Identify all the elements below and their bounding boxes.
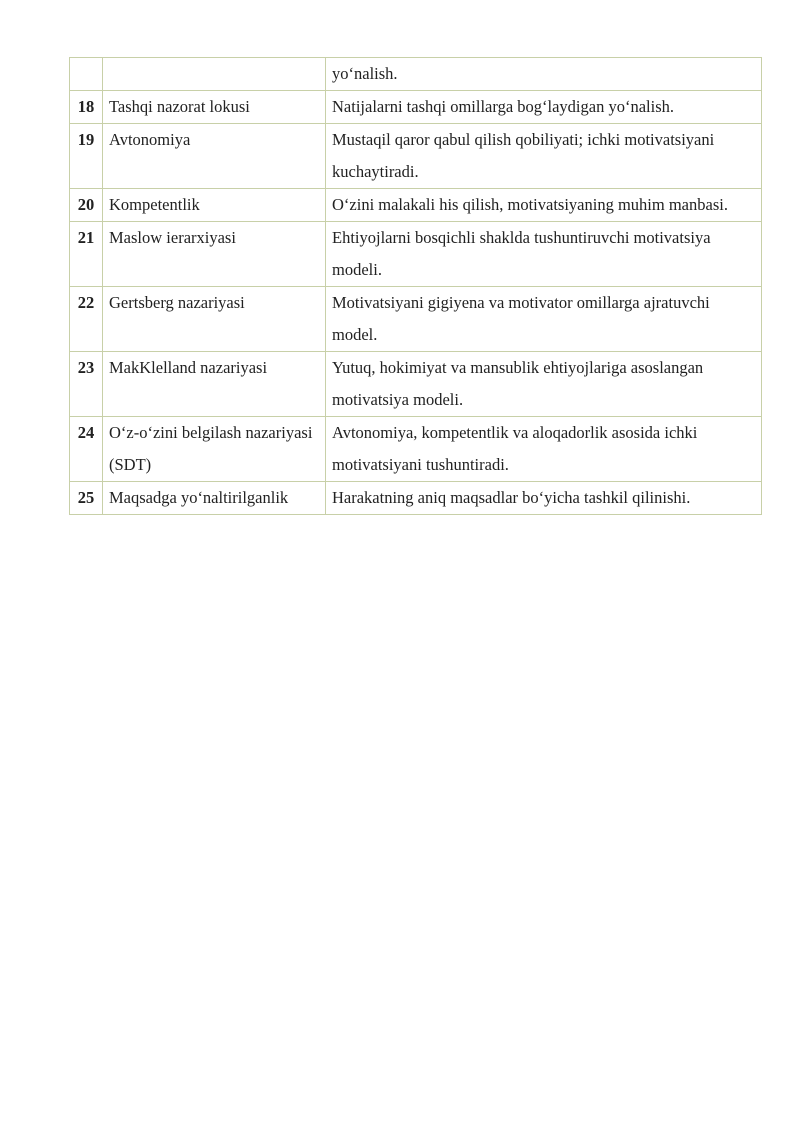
row-term: Tashqi nazorat lokusi [103, 91, 326, 124]
row-number: 22 [70, 287, 103, 352]
row-number [70, 58, 103, 91]
table-row [70, 91, 762, 124]
table-row [70, 352, 762, 417]
row-number: 21 [70, 222, 103, 287]
row-term: Gertsberg nazariyasi [103, 287, 326, 352]
row-number: 23 [70, 352, 103, 417]
row-definition: O‘zini malakali his qilish, motivatsiyaning muhim manbasi. [326, 189, 762, 222]
table-row [70, 189, 762, 222]
table-row [70, 482, 762, 515]
row-term: O‘z-o‘zini belgilash nazariyasi (SDT) [103, 417, 326, 482]
row-number: 19 [70, 124, 103, 189]
row-definition: yo‘nalish. [326, 58, 762, 91]
row-term: Kompetentlik [103, 189, 326, 222]
row-term [103, 58, 326, 91]
table-row [70, 124, 762, 189]
table-row [70, 58, 762, 91]
row-definition: Mustaqil qaror qabul qilish qobiliyati; ichki motivatsiyani kuchaytiradi. [326, 124, 762, 189]
row-definition: Harakatning aniq maqsadlar bo‘yicha tashkil qilinishi. [326, 482, 762, 515]
row-number: 25 [70, 482, 103, 515]
row-definition: Yutuq, hokimiyat va mansublik ehtiyojlariga asoslangan motivatsiya modeli. [326, 352, 762, 417]
row-term: MakKlelland nazariyasi [103, 352, 326, 417]
row-definition: Natijalarni tashqi omillarga bog‘laydigan yo‘nalish. [326, 91, 762, 124]
row-definition: Avtonomiya, kompetentlik va aloqadorlik asosida ichki motivatsiyani tushuntiradi. [326, 417, 762, 482]
row-number: 20 [70, 189, 103, 222]
row-term: Maslow ierarxiyasi [103, 222, 326, 287]
row-definition: Ehtiyojlarni bosqichli shaklda tushuntiruvchi motivatsiya modeli. [326, 222, 762, 287]
glossary-table [69, 57, 762, 515]
row-number: 18 [70, 91, 103, 124]
row-term: Avtonomiya [103, 124, 326, 189]
table-row [70, 417, 762, 482]
row-term: Maqsadga yo‘naltirilganlik [103, 482, 326, 515]
row-number: 24 [70, 417, 103, 482]
table-row [70, 287, 762, 352]
row-definition: Motivatsiyani gigiyena va motivator omillarga ajratuvchi model. [326, 287, 762, 352]
table-row [70, 222, 762, 287]
